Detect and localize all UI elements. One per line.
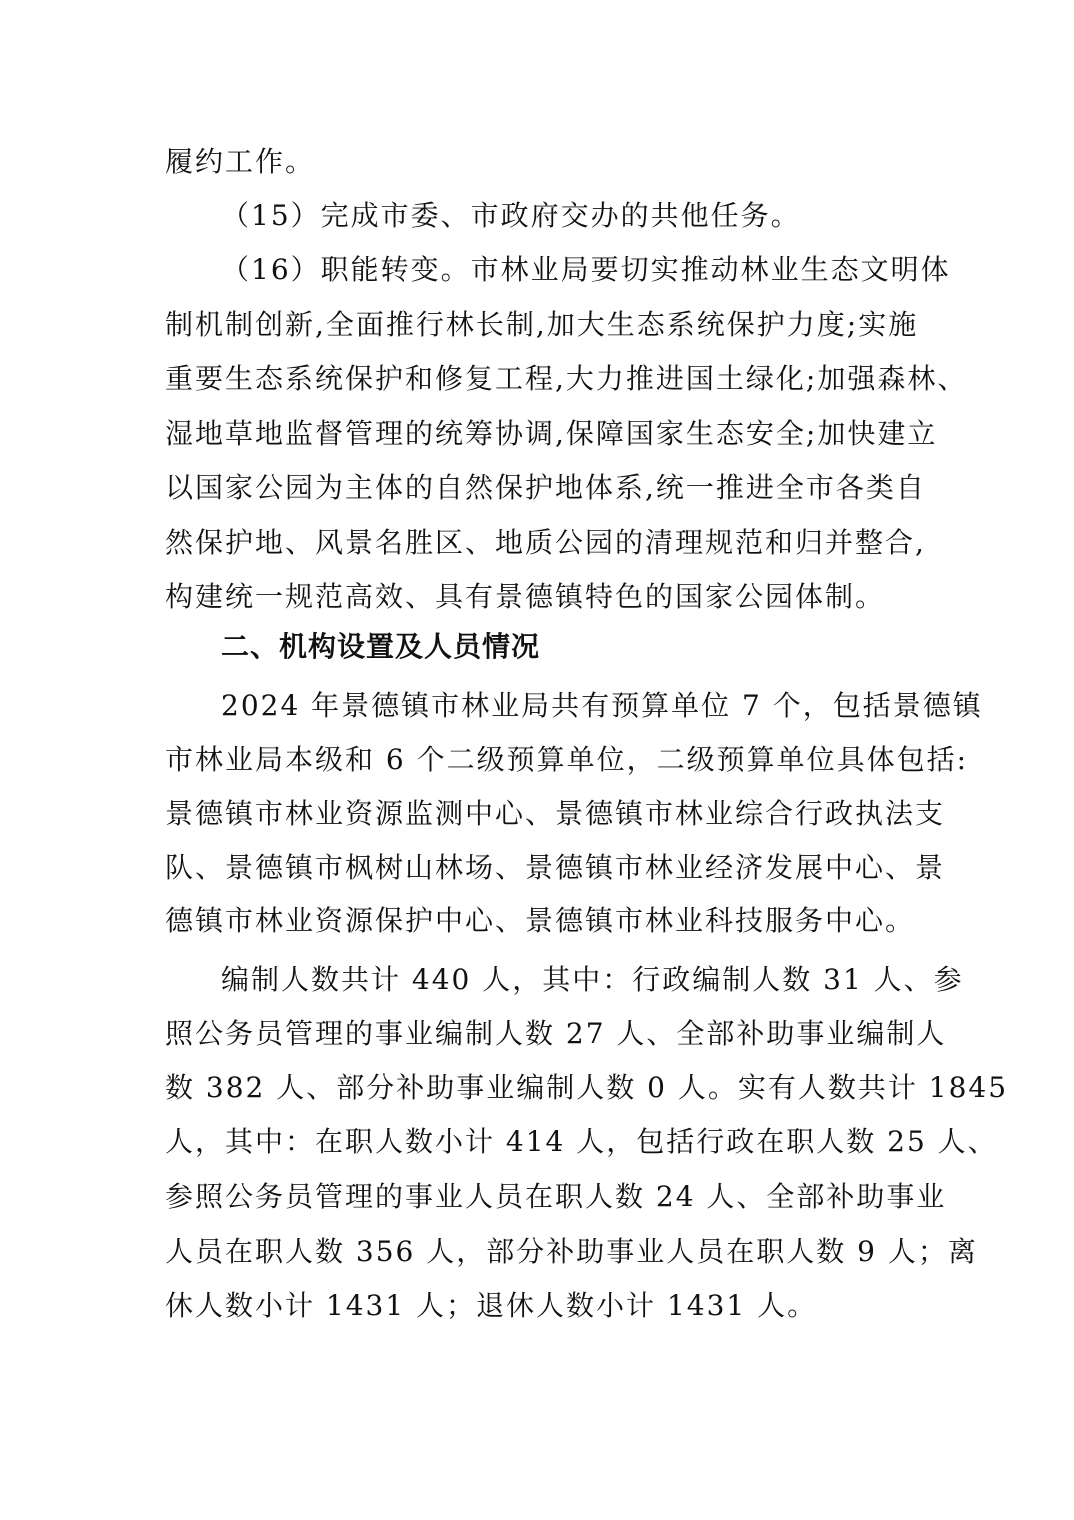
text-line: 数 382 人、部分补助事业编制人数 0 人。实有人数共计 1845 xyxy=(165,1071,1009,1104)
text-line: 制机制创新,全面推行林长制,加大生态系统保护力度;实施 xyxy=(165,308,919,341)
text-line: 队、景德镇市枫树山林场、景德镇市林业经济发展中心、景 xyxy=(165,851,946,884)
text-line: 德镇市林业资源保护中心、景德镇市林业科技服务中心。 xyxy=(165,904,916,937)
text-line: 人员在职人数 356 人，部分补助事业人员在职人数 9 人；离 xyxy=(165,1235,978,1268)
section-heading: 二、机构设置及人员情况 xyxy=(221,630,541,663)
text-line: 履约工作。 xyxy=(165,145,316,178)
text-line: 休人数小计 1431 人；退休人数小计 1431 人。 xyxy=(165,1289,818,1322)
text-line: 人，其中：在职人数小计 414 人，包括行政在职人数 25 人、 xyxy=(165,1125,998,1158)
text-line: 景德镇市林业资源监测中心、景德镇市林业综合行政执法支 xyxy=(165,797,946,830)
text-line: （16）职能转变。市林业局要切实推动林业生态文明体 xyxy=(221,253,951,286)
text-line: （15）完成市委、市政府交办的共他任务。 xyxy=(221,199,801,232)
text-line: 市林业局本级和 6 个二级预算单位，二级预算单位具体包括: xyxy=(165,743,969,776)
text-line: 以国家公园为主体的自然保护地体系,统一推进全市各类自 xyxy=(165,471,926,504)
text-line: 照公务员管理的事业编制人数 27 人、全部补助事业编制人 xyxy=(165,1017,947,1050)
text-line: 重要生态系统保护和修复工程,大力推进国土绿化;加强森林、 xyxy=(165,362,968,395)
text-line: 湿地草地监督管理的统筹协调,保障国家生态安全;加快建立 xyxy=(165,417,938,450)
text-line: 2024 年景德镇市林业局共有预算单位 7 个，包括景德镇 xyxy=(221,689,983,722)
text-line: 然保护地、风景名胜区、地质公园的清理规范和归并整合, xyxy=(165,526,926,559)
text-line: 构建统一规范高效、具有景德镇特色的国家公园体制。 xyxy=(165,580,886,613)
text-line: 编制人数共计 440 人，其中：行政编制人数 31 人、参 xyxy=(221,963,964,996)
text-line: 参照公务员管理的事业人员在职人数 24 人、全部补助事业 xyxy=(165,1180,947,1213)
